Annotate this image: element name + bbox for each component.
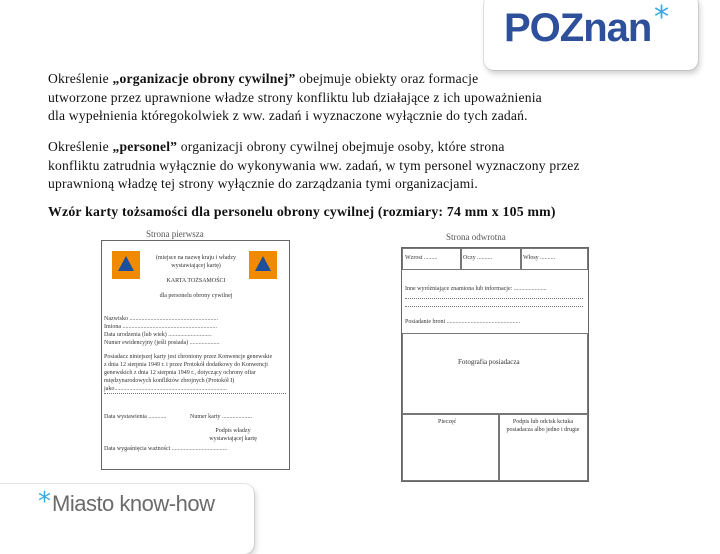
back-photo: Fotografia posiadacza bbox=[458, 358, 520, 366]
p2-lead: Określenie bbox=[48, 139, 113, 154]
front-place: (miejsce na nazwę kraju i władzy wystawiającej kartę) bbox=[155, 255, 237, 269]
poznan-logo bbox=[484, 0, 698, 70]
p2-line3: uprawnioną władzę tej strony wyłącznie do zarządzania tymi organizacjami. bbox=[48, 176, 478, 191]
back-dotted-1 bbox=[405, 298, 583, 299]
miasto-know-how-brand bbox=[0, 484, 254, 554]
p1-lead: Określenie bbox=[48, 71, 113, 86]
front-title: Strona pierwsza bbox=[146, 229, 204, 239]
front-dob: Data urodzenia (lub wiek) ............................. bbox=[104, 332, 212, 338]
front-dotted-line bbox=[104, 393, 286, 394]
paragraph-organizations bbox=[48, 70, 668, 126]
back-dotted-2 bbox=[405, 306, 583, 307]
id-card-back bbox=[401, 247, 589, 482]
p2-term: „personel” bbox=[112, 139, 178, 154]
back-blood: Posiadanie broni ................................................. bbox=[405, 319, 521, 325]
front-id-no: Numer ewidencyjny (jeśli posiada) .................... bbox=[104, 340, 220, 346]
back-title: Strona odwrotna bbox=[446, 232, 506, 242]
star-icon: * bbox=[654, 0, 669, 35]
triangle-icon bbox=[255, 256, 271, 271]
front-protect-3: genewskich z dnia 12 sierpnia 1949 r., dotyczący ochrony ofiar bbox=[104, 370, 256, 376]
front-given: Imiona ............................................................... bbox=[104, 324, 217, 330]
p1-line2: utworzone przez uprawnione władze strony konfliktu lub działające z ich upoważnienia bbox=[48, 89, 542, 105]
front-protect-4: międzynarodowych konfliktów zbrojnych (Protokół I) bbox=[104, 378, 235, 384]
back-other-info: Inne wyróżniające znamiona lub informacje: ...................... bbox=[405, 286, 547, 292]
p2-rest: organizacji obrony cywilnej obejmuje osoby, które strona bbox=[177, 139, 505, 154]
front-card-no: Numer karty .................... bbox=[190, 414, 252, 420]
civil-defence-sign-left bbox=[112, 251, 140, 279]
p2-line2: konfliktu zatrudnia wyłącznie do wykonywania ww. zadań, w tym personel wyznaczony przez bbox=[48, 157, 580, 173]
front-issue-date: Data wystawienia ............ bbox=[104, 414, 167, 420]
card-heading: Wzór karty tożsamości dla personelu obrony cywilnej (rozmiary: 74 mm x 105 mm) bbox=[48, 204, 556, 219]
photo-cell bbox=[402, 333, 588, 415]
front-surname: Nazwisko ........................................................... bbox=[104, 316, 218, 322]
logo-text: POZnan bbox=[504, 6, 652, 50]
civil-defence-sign-right bbox=[249, 251, 277, 279]
triangle-icon bbox=[118, 256, 134, 271]
star-icon: * bbox=[38, 487, 51, 517]
p1-rest: obejmuje obiekty oraz formacje bbox=[295, 71, 479, 86]
id-card-front bbox=[101, 240, 290, 470]
front-protect-2: z dnia 12 sierpnia 1949 r. i przez Protokół dodatkowy do Konwencji bbox=[104, 362, 268, 368]
front-signature: Podpis władzy wystawiającej kartę bbox=[209, 428, 257, 442]
front-valid: Data wygaśnięcia ważności ..................................... bbox=[104, 446, 228, 452]
back-stamp: Pieczęć bbox=[438, 419, 457, 425]
brand-text: Miasto know-how bbox=[52, 491, 215, 516]
front-protect-1: Posiadacz niniejszej karty jest chroniony przez Konwencje genewskie bbox=[104, 354, 273, 360]
p1-term: „organizacje obrony cywilnej” bbox=[112, 71, 296, 86]
front-for-whom: dla personelu obrony cywilnej bbox=[159, 293, 233, 299]
back-finger: Podpis lub odcisk kciuka posiadacza albo jedno i drugie bbox=[506, 419, 580, 433]
back-hair: Włosy .......... bbox=[523, 255, 556, 261]
back-eyes: Oczy .......... bbox=[463, 255, 493, 261]
front-protect-5: jako........................................................................... bbox=[104, 386, 227, 392]
front-card-label: KARTA TOŻSAMOŚCI bbox=[166, 278, 226, 284]
paragraph-personnel bbox=[48, 138, 668, 194]
back-height: Wzrost ......... bbox=[405, 255, 438, 261]
p1-line3: dla wypełnienia któregokolwiek z ww. zadań i wyznaczone wyłącznie do tych zadań. bbox=[48, 108, 528, 123]
